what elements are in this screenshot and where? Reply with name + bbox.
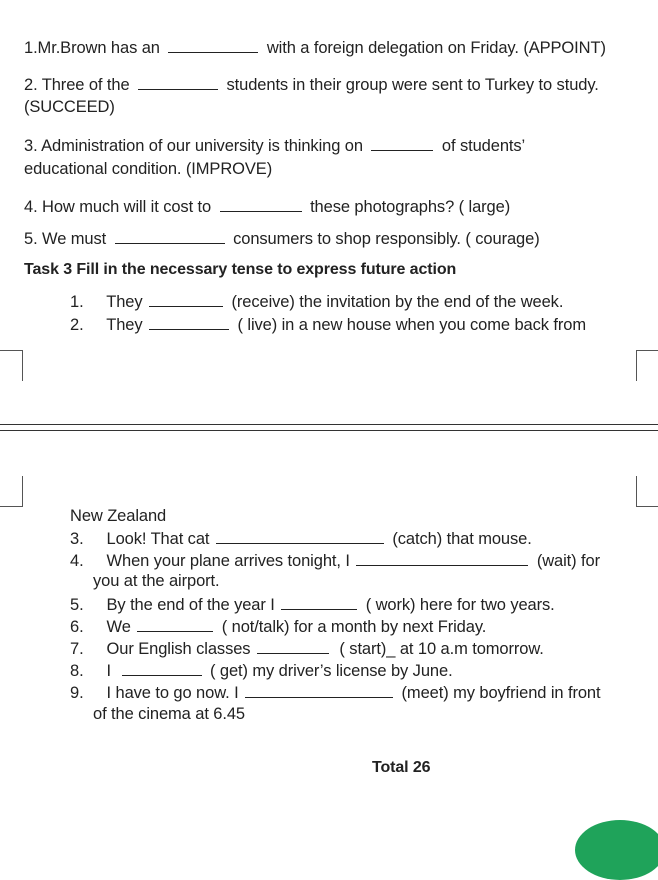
item-text: ( start)_ at 10 a.m tomorrow. bbox=[339, 640, 544, 658]
answer-blank[interactable] bbox=[122, 661, 202, 676]
item-number: 7. bbox=[70, 640, 84, 658]
task3-item-6 bbox=[70, 617, 486, 637]
item-text: Look! That cat bbox=[106, 530, 210, 548]
answer-blank[interactable] bbox=[245, 683, 393, 698]
item-text: ( get) my driver’s license by June. bbox=[209, 662, 453, 680]
question-4 bbox=[24, 197, 510, 217]
answer-blank[interactable] bbox=[220, 197, 302, 212]
item-text: ( live) in a new house when you come back from bbox=[237, 316, 586, 334]
item-text: I have to go now. I bbox=[106, 684, 239, 702]
task3-item-2-continuation: New Zealand bbox=[70, 507, 167, 525]
crop-mark bbox=[0, 350, 23, 381]
item-number: 8. bbox=[70, 662, 84, 680]
item-text: ( not/talk) for a month by next Friday. bbox=[221, 618, 487, 636]
item-text: By the end of the year I bbox=[106, 596, 275, 614]
question-text: of students’ bbox=[441, 137, 526, 155]
question-text: 5. We must bbox=[24, 230, 107, 248]
item-text: ( work) here for two years. bbox=[365, 596, 555, 614]
answer-blank[interactable] bbox=[281, 595, 357, 610]
task3-item-8 bbox=[70, 661, 453, 681]
question-2 bbox=[24, 75, 599, 95]
question-3-line-2: educational condition. (IMPROVE) bbox=[24, 160, 273, 178]
answer-blank[interactable] bbox=[216, 529, 384, 544]
total-score: Total 26 bbox=[372, 759, 431, 776]
item-text: They bbox=[106, 293, 143, 311]
question-text: 2. Three of the bbox=[24, 76, 130, 94]
item-number: 5. bbox=[70, 596, 84, 614]
task3-item-7 bbox=[70, 639, 544, 659]
item-number: 6. bbox=[70, 618, 84, 636]
question-text: with a foreign delegation on Friday. (APPOINT) bbox=[266, 39, 606, 57]
answer-blank[interactable] bbox=[257, 639, 329, 654]
item-text: When your plane arrives tonight, I bbox=[106, 552, 350, 570]
page-separator bbox=[0, 424, 658, 425]
question-text: consumers to shop responsibly. ( courage) bbox=[233, 230, 540, 248]
question-text: these photographs? ( large) bbox=[310, 198, 511, 216]
item-number: 2. bbox=[70, 316, 84, 334]
crop-mark bbox=[0, 476, 23, 507]
answer-blank[interactable] bbox=[371, 136, 433, 151]
answer-blank[interactable] bbox=[138, 75, 218, 90]
crop-mark bbox=[636, 476, 658, 507]
item-text: (meet) my boyfriend in front bbox=[401, 684, 601, 702]
question-text: students in their group were sent to Turkey to study. bbox=[226, 76, 599, 94]
item-text: (catch) that mouse. bbox=[392, 530, 532, 548]
item-text: (wait) for bbox=[536, 552, 600, 570]
task3-item-5 bbox=[70, 595, 555, 615]
task3-item-3 bbox=[70, 529, 532, 549]
answer-blank[interactable] bbox=[168, 38, 258, 53]
answer-blank[interactable] bbox=[149, 292, 223, 307]
item-text: I bbox=[106, 662, 112, 680]
task3-item-4-line-2: you at the airport. bbox=[93, 572, 220, 590]
question-text: 4. How much will it cost to bbox=[24, 198, 212, 216]
task3-item-2 bbox=[70, 315, 586, 335]
question-5 bbox=[24, 229, 540, 249]
item-number: 4. bbox=[70, 552, 84, 570]
answer-blank[interactable] bbox=[137, 617, 213, 632]
task3-item-1 bbox=[70, 292, 563, 312]
crop-mark bbox=[636, 350, 658, 381]
page-separator bbox=[0, 430, 658, 431]
green-circle-button[interactable] bbox=[575, 820, 658, 880]
item-text: They bbox=[106, 316, 143, 334]
task-3-title: Task 3 Fill in the necessary tense to express future action bbox=[24, 261, 457, 278]
task3-item-9 bbox=[70, 683, 600, 703]
task3-item-4 bbox=[70, 551, 600, 571]
item-text: We bbox=[106, 618, 131, 636]
question-1 bbox=[24, 38, 606, 58]
question-text: 3. Administration of our university is thinking on bbox=[24, 137, 363, 155]
item-number: 3. bbox=[70, 530, 84, 548]
item-number: 9. bbox=[70, 684, 84, 702]
answer-blank[interactable] bbox=[149, 315, 229, 330]
answer-blank[interactable] bbox=[115, 229, 225, 244]
item-number: 1. bbox=[70, 293, 84, 311]
answer-blank[interactable] bbox=[356, 551, 528, 566]
item-text: Our English classes bbox=[106, 640, 251, 658]
question-text: 1.Mr.Brown has an bbox=[24, 39, 160, 57]
task3-item-9-line-2: of the cinema at 6.45 bbox=[93, 705, 245, 723]
item-text: (receive) the invitation by the end of the week. bbox=[231, 293, 564, 311]
question-3 bbox=[24, 136, 525, 156]
question-2-line-2: (SUCCEED) bbox=[24, 98, 115, 116]
